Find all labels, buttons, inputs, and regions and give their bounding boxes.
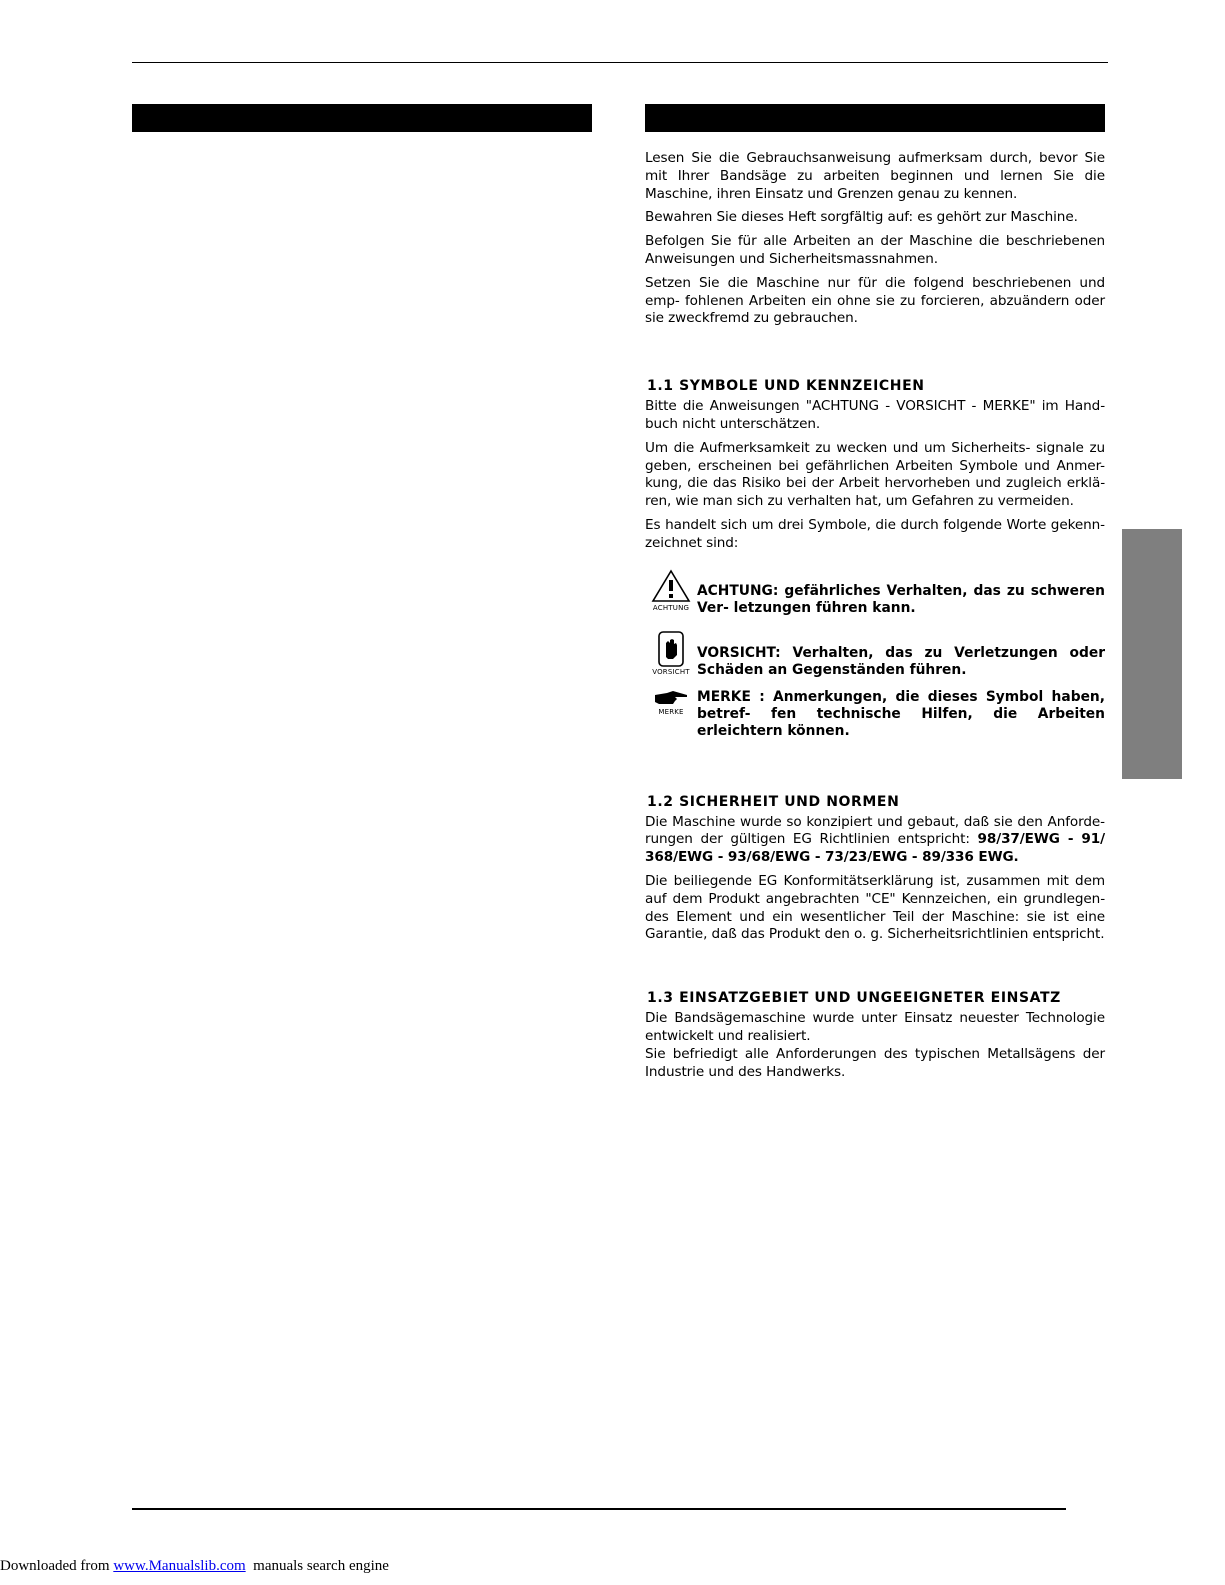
right-header-bar [645,104,1105,132]
intro-paragraph-3: Befolgen Sie für alle Arbeiten an der Maschine die beschriebenen Anweisungen und Sicherheitsmassnahmen. [645,233,1105,267]
footer-suffix: manuals search engine [245,1558,389,1574]
intro-paragraph-1: Lesen Sie die Gebrauchsanweisung aufmerksam durch, bevor Sie mit Ihrer Bandsäge zu arbeiten beginnen und lernen Sie die Maschine, ihren Einsatz und Grenzen genau zu kennen. [645,150,1105,202]
safety-paragraph-2: Die beiliegende EG Konformitätserklärung ist, zusammen mit dem auf dem Produkt angebrachten "CE" Kennzeichen, ein grundlegen- des Element und ein wesentlicher Teil der Maschine: sie ist eine Garantie, daß das Produkt den o. g. Sicherheitsrichtlinien entspricht. [645,872,1105,943]
section-heading-symbols: 1.1 SYMBOLE UND KENNZEICHEN [647,378,925,395]
bottom-rule [132,1508,1066,1510]
right-column [645,150,1105,1087]
left-header-bar [132,104,592,132]
footer-prefix: Downloaded from [0,1558,114,1574]
pointing-hand-icon [653,689,689,707]
directive-list: 98/37/EWG - 91/ 368/EWG - 93/68/EWG - 73/23/EWG - 89/336 EWG. [645,831,1105,866]
safety-paragraph-1 [645,814,1105,867]
symbol-text: MERKE : Anmerkungen, die dieses Symbol haben, betref- fen technische Hilfen, die Arbeiten erleichtern können. [697,688,1105,739]
section-side-tab [1122,529,1182,779]
download-footer [0,1558,430,1578]
warning-triangle-icon [651,569,691,603]
manualslib-link[interactable]: www.Manualslib.com [113,1558,246,1574]
section-heading-usage: 1.3 EINSATZGEBIET UND UNGEEIGNETER EINSATZ [647,990,1061,1007]
symbols-paragraph-1: Bitte die Anweisungen "ACHTUNG - VORSICHT - MERKE" im Hand- buch nicht unterschätzen. [645,398,1105,432]
symbol-text: VORSICHT: Verhalten, das zu Verletzungen oder Schäden an Gegenständen führen. [697,644,1105,678]
stop-hand-icon [658,631,684,667]
symbol-merke [645,689,1105,740]
section-heading-safety: 1.2 SICHERHEIT UND NORMEN [647,793,900,810]
usage-paragraph-2: Sie befriedigt alle Anforderungen des typischen Metallsägens der Industrie und des Handwerks. [645,1045,1105,1080]
symbol-vorsicht [645,631,1105,679]
top-rule [132,62,1108,63]
intro-paragraph-4: Setzen Sie die Maschine nur für die folgend beschriebenen und emp- fohlenen Arbeiten ein ohne sie zu forcieren, abzuändern oder sie zweckfremd zu gebrauchen. [645,274,1105,327]
symbol-caption: VORSICHT [652,667,690,676]
intro-paragraph-2: Bewahren Sie dieses Heft sorgfältig auf: es gehört zur Maschine. [645,209,1078,226]
symbol-achtung [645,569,1105,617]
symbols-paragraph-2: Um die Aufmerksamkeit zu wecken und um Sicherheits- signale zu geben, erscheinen bei gefährlichen Arbeiten Symbole und Anmer- kung, die das Risiko bei der Arbeit hervorheben und zugleich erklä- ren, wie man sich zu verhalten hat, um Gefahren zu vermeiden. [645,439,1105,510]
symbol-text: ACHTUNG: gefährliches Verhalten, das zu schweren Ver- letzungen führen kann. [697,582,1105,616]
safety-text: Die Maschine wurde so konzipiert und gebaut, daß sie den Anforde- rungen der gültigen EG Richtlinien entspricht: [645,813,1105,848]
symbols-paragraph-3: Es handelt sich um drei Symbole, die durch folgende Worte gekenn- zeichnet sind: [645,516,1105,551]
symbol-caption: ACHTUNG [652,603,690,612]
usage-paragraph-1: Die Bandsägemaschine wurde unter Einsatz neuester Technologie entwickelt und realisiert. [645,1010,1105,1044]
symbol-caption: MERKE [658,707,684,716]
